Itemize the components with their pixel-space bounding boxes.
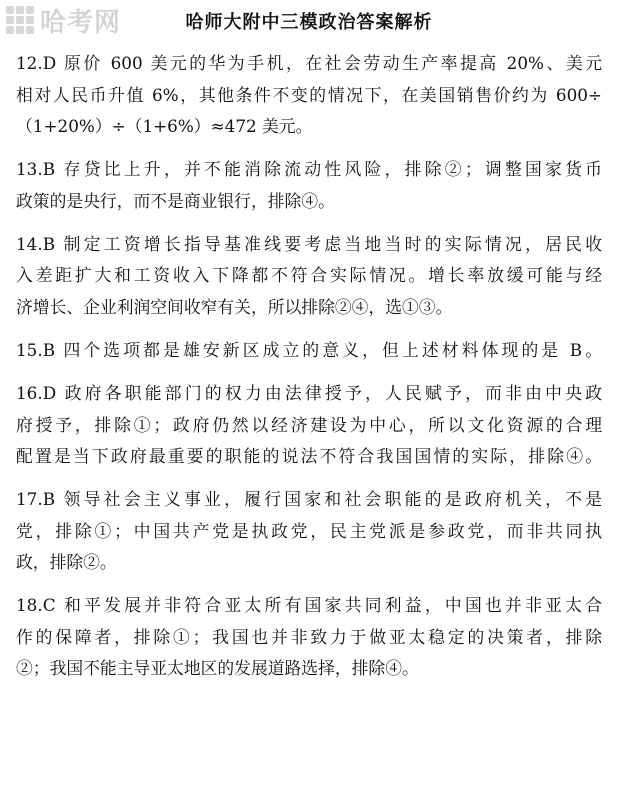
answer-line: 作的保障者，排除①；我国也并非致力于做亚太稳定的决策者，排除 [16,626,602,647]
answer-line: 15.B 四个选项都是雄安新区成立的意义，但上述材料体现的是 B。 [16,339,602,360]
answer-line: 济增长、企业利润空间收窄有关，所以排除②④，选①③。 [16,296,453,317]
page-title: 哈师大附中三模政治答案解析 [185,12,433,33]
answer-line: 16.D 政府各职能部门的权力由法律授予，人民赋予，而非由中央政 [16,382,602,403]
answer-line: ②；我国不能主导亚太地区的发展道路选择，排除④。 [16,658,419,679]
answer-list [16,48,602,685]
answer-item-18 [16,590,602,685]
answer-line: 政，排除②。 [16,552,117,573]
answer-line: 14.B 制定工资增长指导基准线要考虑当地当时的实际情况，居民收 [16,233,602,254]
answer-item-14 [16,229,602,324]
answer-item-12 [16,48,602,143]
answer-line: 17.B 领导社会主义事业，履行国家和社会职能的是政府机关，不是 [16,489,602,510]
answer-line: 政策的是央行，而不是商业银行，排除④。 [16,190,335,211]
answer-line: 入差距扩大和工资收入下降都不符合实际情况。增长率放缓可能与经 [16,265,602,286]
answer-item-17 [16,484,602,579]
answer-item-15 [16,335,602,367]
answer-line: （1+20%）÷（1+6%）≈472 美元。 [16,116,313,137]
answer-line: 党，排除①；中国共产党是执政党，民主党派是参政党，而非共同执 [16,520,602,541]
answer-line: 12.D 原价 600 美元的华为手机，在社会劳动生产率提高 20%、美元 [16,53,602,73]
answer-line: 13.B 存贷比上升，并不能消除流动性风险，排除②；调整国家货币 [16,159,602,180]
answer-item-13 [16,154,602,217]
watermark-text: 哈考网 [40,7,122,38]
answer-line: 18.C 和平发展并非符合亚太所有国家共同利益，中国也并非亚太合 [16,595,602,616]
answer-item-16 [16,378,602,473]
answer-line: 相对人民币升值 6%，其他条件不变的情况下，在美国销售价约为 600÷ [16,84,602,105]
answer-line: 府授予，排除①；政府仍然以经济建设为中心，所以文化资源的合理 [16,414,602,435]
answer-line: 配置是当下政府最重要的职能的说法不符合我国国情的实际，排除④。 [16,446,602,467]
